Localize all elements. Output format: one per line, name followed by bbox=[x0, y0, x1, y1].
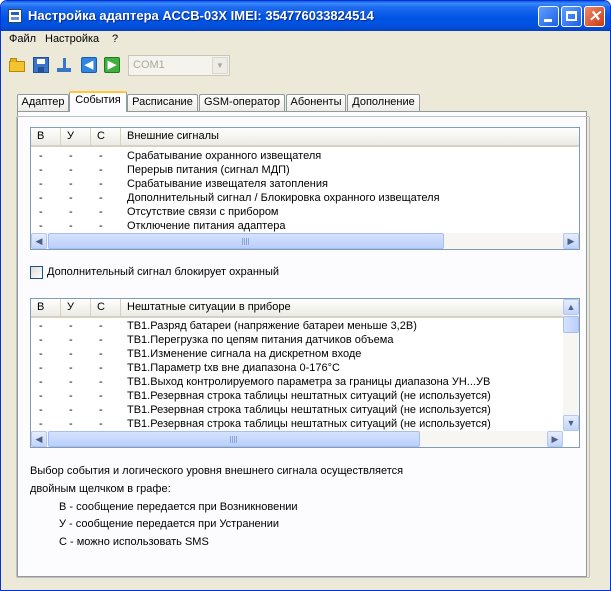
menu-bar bbox=[1, 31, 610, 49]
table-cell-flag[interactable]: - bbox=[69, 192, 73, 204]
table-cell-flag[interactable]: - bbox=[69, 206, 73, 218]
table-cell-flag[interactable]: - bbox=[39, 164, 43, 176]
table-cell-flag[interactable]: - bbox=[69, 164, 73, 176]
table-cell-label[interactable]: Срабатывание извещателя затопления bbox=[127, 178, 328, 190]
com-port-value: COM1 bbox=[133, 59, 165, 71]
table-cell-label[interactable]: Срабатывание охранного извещателя bbox=[127, 150, 322, 162]
table-cell-flag[interactable]: - bbox=[39, 390, 43, 402]
table-cell-flag[interactable]: - bbox=[99, 334, 103, 346]
table-cell-flag[interactable]: - bbox=[99, 362, 103, 374]
title-bar[interactable] bbox=[1, 1, 610, 31]
table-cell-flag[interactable]: - bbox=[99, 164, 103, 176]
table-row[interactable] bbox=[31, 319, 561, 333]
table-row[interactable] bbox=[31, 163, 561, 177]
scroll-thumb[interactable] bbox=[48, 233, 444, 249]
tab-subscribers[interactable]: Абоненты bbox=[286, 94, 346, 111]
emergency-list[interactable] bbox=[30, 298, 580, 448]
info-line-2: двойным щелчком в графе: bbox=[30, 483, 171, 495]
table-cell-flag[interactable]: - bbox=[69, 150, 73, 162]
table-cell-label[interactable]: Перерыв питания (сигнал МДП) bbox=[127, 164, 290, 176]
info-b-note: В - сообщение передается при Возникновении bbox=[59, 501, 298, 513]
menu-settings[interactable]: Настройка bbox=[45, 33, 100, 45]
table-cell-flag[interactable]: - bbox=[99, 348, 103, 360]
grip-icon bbox=[230, 436, 238, 443]
table-cell-flag[interactable]: - bbox=[99, 320, 103, 332]
tab-adapter[interactable]: Адаптер bbox=[17, 94, 69, 111]
scroll-left-icon[interactable]: ◀ bbox=[31, 233, 47, 249]
table-row[interactable] bbox=[31, 333, 561, 347]
close-button[interactable] bbox=[584, 6, 605, 27]
col-external-signals[interactable]: Внешние сигналы bbox=[127, 130, 219, 142]
table-cell-label[interactable]: ТВ1.Параметр txв вне диапазона 0-176°С bbox=[127, 362, 340, 374]
minimize-icon bbox=[544, 19, 552, 22]
arrow-right-icon[interactable]: ▶ bbox=[104, 57, 120, 73]
block-signal-checkbox[interactable] bbox=[30, 266, 43, 279]
table-cell-flag[interactable]: - bbox=[99, 220, 103, 232]
grip-icon bbox=[242, 238, 250, 245]
table-cell-label[interactable]: ТВ1.Резервная строка таблицы нештатных ситуаций (не используется) bbox=[127, 404, 491, 416]
col-c[interactable]: С bbox=[91, 299, 121, 316]
table-cell-flag[interactable]: - bbox=[39, 220, 43, 232]
external-signals-hscroll[interactable] bbox=[31, 233, 579, 249]
emergency-header bbox=[31, 299, 564, 318]
scroll-up-icon[interactable]: ▲ bbox=[563, 299, 579, 315]
minimize-button[interactable] bbox=[538, 6, 559, 27]
table-cell-flag[interactable]: - bbox=[99, 390, 103, 402]
info-u-note: У - сообщение передается при Устранении bbox=[59, 518, 279, 530]
block-signal-label[interactable]: Дополнительный сигнал блокирует охранный bbox=[47, 266, 280, 278]
table-row[interactable] bbox=[31, 347, 561, 361]
table-cell-flag[interactable]: - bbox=[69, 348, 73, 360]
table-row[interactable] bbox=[31, 177, 561, 191]
info-line-1: Выбор события и логического уровня внешнего сигнала осуществляется bbox=[30, 465, 404, 477]
tab-gsm-operator[interactable]: GSM-оператор bbox=[199, 94, 285, 111]
tab-events[interactable]: События bbox=[69, 91, 127, 112]
table-cell-label[interactable]: ТВ1.Резервная строка таблицы нештатных ситуаций (не используется) bbox=[127, 390, 491, 402]
table-row[interactable] bbox=[31, 417, 561, 431]
table-cell-flag[interactable]: - bbox=[99, 404, 103, 416]
write-device-icon[interactable] bbox=[56, 57, 72, 73]
table-cell-flag[interactable]: - bbox=[39, 404, 43, 416]
col-c[interactable]: С bbox=[91, 128, 121, 145]
col-v[interactable]: В bbox=[31, 299, 61, 316]
scroll-right-icon[interactable]: ▶ bbox=[563, 233, 579, 249]
table-cell-flag[interactable]: - bbox=[69, 320, 73, 332]
folder-open-icon[interactable] bbox=[9, 57, 25, 73]
table-cell-flag[interactable]: - bbox=[39, 150, 43, 162]
table-cell-flag[interactable]: - bbox=[39, 348, 43, 360]
scroll-left-icon[interactable]: ◀ bbox=[31, 431, 47, 447]
table-cell-flag[interactable]: - bbox=[69, 404, 73, 416]
table-cell-flag[interactable]: - bbox=[69, 376, 73, 388]
app-icon[interactable] bbox=[8, 9, 22, 23]
emergency-hscroll[interactable] bbox=[31, 431, 563, 447]
info-c-note: С - можно использовать SMS bbox=[59, 536, 209, 548]
table-cell-flag[interactable]: - bbox=[69, 178, 73, 190]
maximize-icon bbox=[566, 11, 577, 21]
table-row[interactable] bbox=[31, 149, 561, 163]
table-cell-flag[interactable]: - bbox=[69, 418, 73, 430]
tab-addition[interactable]: Дополнение bbox=[347, 94, 420, 111]
table-cell-flag[interactable]: - bbox=[39, 334, 43, 346]
table-cell-flag[interactable]: - bbox=[39, 418, 43, 430]
table-cell-flag[interactable]: - bbox=[99, 150, 103, 162]
scroll-thumb[interactable] bbox=[48, 431, 420, 447]
scroll-down-icon[interactable]: ▼ bbox=[563, 415, 579, 431]
table-cell-flag[interactable]: - bbox=[39, 206, 43, 218]
col-u[interactable]: У bbox=[61, 128, 91, 145]
table-row[interactable] bbox=[31, 375, 561, 389]
table-cell-flag[interactable]: - bbox=[39, 376, 43, 388]
window-title: Настройка адаптера АССВ-03Х IMEI: 354776033824514 bbox=[28, 8, 374, 23]
table-cell-flag[interactable]: - bbox=[99, 418, 103, 430]
table-cell-flag[interactable]: - bbox=[99, 376, 103, 388]
toolbar bbox=[1, 51, 610, 79]
col-u[interactable]: У bbox=[61, 299, 91, 316]
maximize-button[interactable] bbox=[561, 6, 582, 27]
table-cell-label[interactable]: Дополнительный сигнал / Блокировка охранного извещателя bbox=[127, 192, 440, 204]
table-cell-flag[interactable]: - bbox=[39, 362, 43, 374]
arrow-left-icon[interactable]: ◀ bbox=[81, 57, 97, 73]
external-signals-header bbox=[31, 128, 580, 147]
close-icon: ✕ bbox=[588, 8, 601, 25]
table-cell-label[interactable]: ТВ1.Изменение сигнала на дискретном входе bbox=[127, 348, 362, 360]
menu-file[interactable]: Файл bbox=[9, 33, 37, 45]
col-v[interactable]: В bbox=[31, 128, 61, 145]
vscroll-thumb[interactable] bbox=[563, 316, 579, 333]
table-cell-flag[interactable]: - bbox=[99, 192, 103, 204]
table-cell-flag[interactable]: - bbox=[39, 320, 43, 332]
table-cell-flag[interactable]: - bbox=[69, 220, 73, 232]
col-emergency[interactable]: Нештатные ситуации в приборе bbox=[127, 301, 291, 313]
table-cell-flag[interactable]: - bbox=[69, 390, 73, 402]
table-cell-flag[interactable]: - bbox=[39, 178, 43, 190]
table-row[interactable] bbox=[31, 361, 561, 375]
table-cell-flag[interactable]: - bbox=[69, 362, 73, 374]
table-cell-label[interactable]: ТВ1.Перегрузка по цепям питания датчиков объема bbox=[127, 334, 394, 346]
table-cell-flag[interactable]: - bbox=[69, 334, 73, 346]
table-cell-flag[interactable]: - bbox=[39, 192, 43, 204]
save-icon[interactable] bbox=[33, 57, 49, 73]
chevron-down-icon[interactable]: ▼ bbox=[212, 57, 228, 74]
table-row[interactable] bbox=[31, 205, 561, 219]
table-row[interactable] bbox=[31, 191, 561, 205]
table-row[interactable] bbox=[31, 403, 561, 417]
scroll-right-icon[interactable]: ▶ bbox=[547, 431, 563, 447]
table-row[interactable] bbox=[31, 389, 561, 403]
table-cell-label[interactable]: ТВ1.Разряд батареи (напряжение батареи меньше 3,2В) bbox=[127, 320, 417, 332]
table-cell-label[interactable]: Отсутствие связи с прибором bbox=[127, 206, 279, 218]
tab-schedule[interactable]: Расписание bbox=[127, 94, 198, 111]
com-port-select[interactable] bbox=[128, 55, 230, 76]
table-cell-flag[interactable]: - bbox=[99, 178, 103, 190]
emergency-vscroll[interactable] bbox=[563, 299, 579, 431]
menu-help[interactable]: ? bbox=[112, 33, 119, 45]
table-cell-label[interactable]: Отключение питания адаптера bbox=[127, 220, 286, 232]
table-row[interactable] bbox=[31, 219, 561, 233]
external-signals-list[interactable] bbox=[30, 127, 580, 250]
table-cell-label[interactable]: ТВ1.Выход контролируемого параметра за границы диапазона УН...УВ bbox=[127, 376, 491, 388]
table-cell-label[interactable]: ТВ1.Резервная строка таблицы нештатных ситуаций (не используется) bbox=[127, 418, 491, 430]
table-cell-flag[interactable]: - bbox=[99, 206, 103, 218]
